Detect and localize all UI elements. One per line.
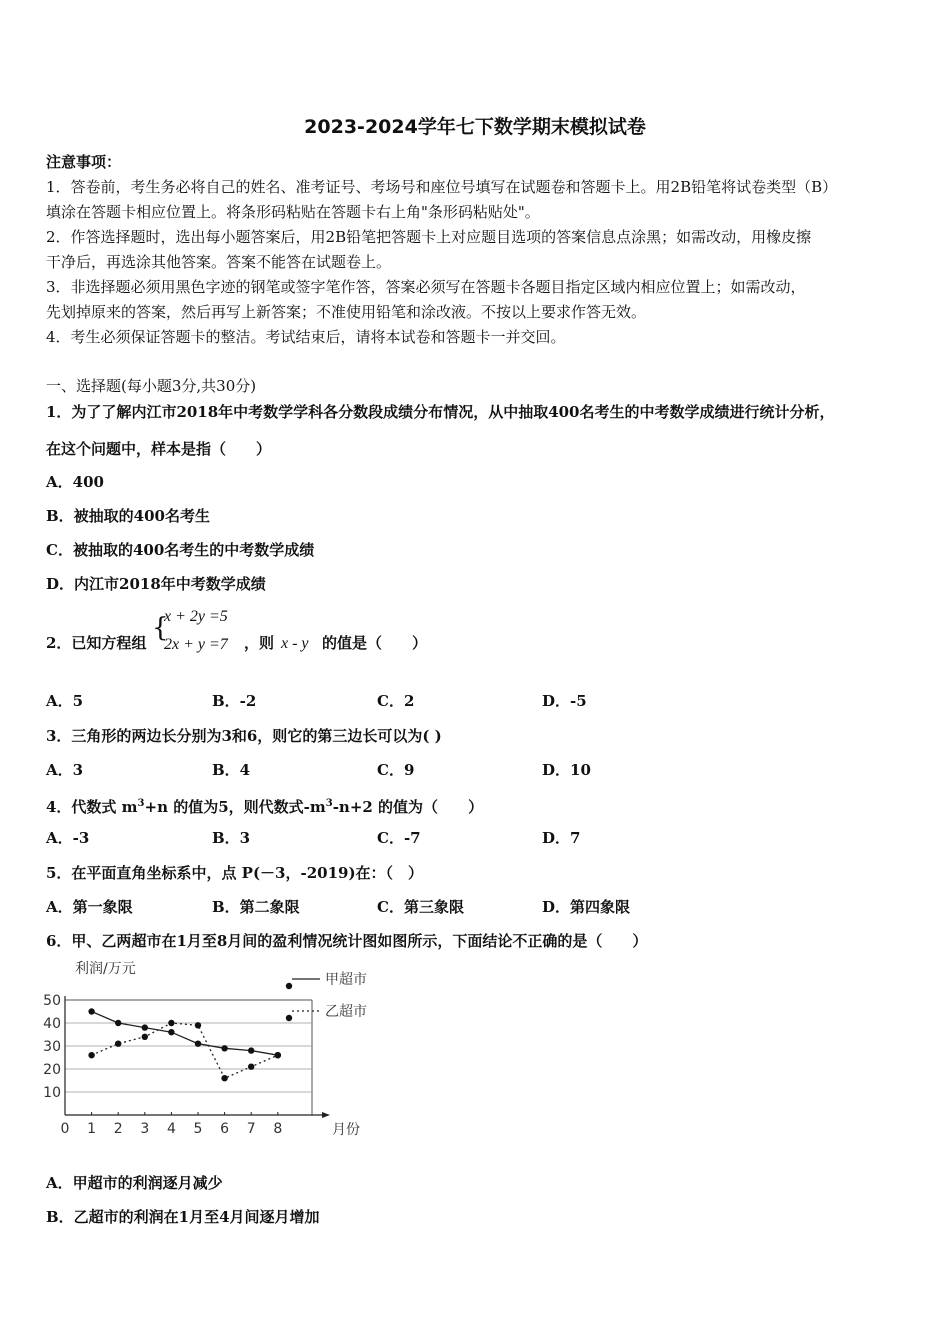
option-c[interactable]: C．9 (377, 761, 415, 779)
option-a[interactable]: A．-3 (46, 829, 90, 847)
question-1-text: 1．为了了解内江市2018年中考数学学科各分数段成绩分布情况，从中抽取400名考生的中考数学成绩进行统计分析， (46, 403, 835, 421)
data-point (115, 1041, 121, 1047)
x-tick-label: 5 (193, 1121, 203, 1137)
question-6-text: 6．甲、乙两超市在1月至8月间的盈利情况统计图如图所示，下面结论不正确的是（ ） (46, 932, 648, 950)
option-b[interactable]: B．3 (212, 829, 251, 847)
x-tick-label: 0 (60, 1121, 70, 1137)
option-b[interactable]: B．4 (212, 761, 251, 779)
legend-label: 乙超市 (325, 1004, 367, 1020)
option-d[interactable]: D．-5 (542, 692, 587, 710)
option-b[interactable]: B．乙超市的利润在1月至4月间逐月增加 (46, 1208, 320, 1226)
data-point (168, 1020, 174, 1026)
data-point (275, 1052, 281, 1058)
question-2-expression: x - y (281, 635, 309, 652)
data-point (168, 1029, 174, 1035)
option-a[interactable]: A．5 (46, 692, 84, 710)
option-a[interactable]: A．甲超市的利润逐月减少 (46, 1174, 223, 1192)
option-b[interactable]: B．第二象限 (212, 898, 300, 916)
question-2-mid: ，则 (244, 634, 275, 652)
option-d[interactable]: D．7 (542, 829, 581, 847)
profit-line-chart (40, 955, 400, 1145)
x-axis-label: 月份 (332, 1122, 360, 1138)
equation-2: 2x + y =7 (164, 636, 228, 653)
option-d[interactable]: D．10 (542, 761, 591, 779)
y-tick-label: 10 (43, 1085, 61, 1101)
data-point (88, 1008, 94, 1014)
option-c[interactable]: C．第三象限 (377, 898, 464, 916)
notice-line: 3．非选择题必须用黑色字迹的钢笔或签字笔作答，答案必须写在答题卡各题目指定区域内相应位置上；如需改动， (46, 278, 806, 296)
data-point (195, 1041, 201, 1047)
x-axis-arrow (322, 1112, 330, 1118)
x-tick-label: 7 (246, 1121, 256, 1137)
question-1-text-cont: 在这个问题中，样本是指（ ） (46, 440, 272, 458)
legend-label: 甲超市 (325, 972, 367, 988)
notice-line: 2．作答选择题时，选出每小题答案后，用2B铅笔把答题卡上对应题目选项的答案信息点涂黑；如需改动，用橡皮擦 (46, 228, 812, 246)
option-d[interactable]: D．第四象限 (542, 898, 631, 916)
option-a[interactable]: A．400 (46, 473, 104, 491)
y-tick-label: 40 (43, 1016, 61, 1032)
x-tick-label: 6 (220, 1121, 230, 1137)
x-tick-label: 4 (166, 1121, 176, 1137)
x-tick-label: 2 (113, 1121, 123, 1137)
option-b[interactable]: B．-2 (212, 692, 257, 710)
notice-line: 先划掉原来的答案，然后再写上新答案；不准使用铅笔和涂改液。不按以上要求作答无效。 (46, 303, 647, 321)
option-a[interactable]: A．3 (46, 761, 84, 779)
data-point (248, 1064, 254, 1070)
notice-line: 填涂在答题卡相应位置上。将条形码粘贴在答题卡右上角"条形码粘贴处"。 (46, 203, 540, 221)
option-c[interactable]: C．被抽取的400名考生的中考数学成绩 (46, 541, 315, 559)
option-a[interactable]: A．第一象限 (46, 898, 133, 916)
equation-brace: { (152, 613, 169, 643)
option-c[interactable]: C．-7 (377, 829, 421, 847)
data-point (195, 1022, 201, 1028)
question-2-suffix: 的值是（ ） (322, 634, 428, 652)
x-tick-label: 1 (87, 1121, 97, 1137)
data-point (248, 1047, 254, 1053)
equation-1: x + 2y =5 (164, 608, 228, 625)
data-point (142, 1024, 148, 1030)
option-b[interactable]: B．被抽取的400名考生 (46, 507, 210, 525)
notice-line: 4．考生必须保证答题卡的整洁。考试结束后，请将本试卷和答题卡一并交回。 (46, 328, 566, 346)
notice-line: 干净后，再选涂其他答案。答案不能答在试题卷上。 (46, 253, 392, 271)
notice-line: 1．答卷前，考生务必将自己的姓名、准考证号、考场号和座位号填写在试题卷和答题卡上。用2B铅笔将试卷类型（B） (46, 178, 838, 196)
option-d[interactable]: D．内江市2018年中考数学成绩 (46, 575, 266, 593)
data-point (88, 1052, 94, 1058)
y-tick-label: 20 (43, 1062, 61, 1078)
x-tick-label: 3 (140, 1121, 150, 1137)
legend-marker (286, 983, 292, 989)
y-axis-label: 利润/万元 (75, 961, 136, 977)
notice-heading: 注意事项： (46, 153, 122, 171)
question-2-prefix: 2．已知方程组 (46, 634, 147, 652)
legend-marker (286, 1015, 292, 1021)
data-point (221, 1045, 227, 1051)
data-point (221, 1075, 227, 1081)
y-tick-label: 50 (43, 993, 61, 1009)
x-tick-label: 8 (273, 1121, 283, 1137)
page-title: 2023-2024学年七下数学期末模拟试卷 (304, 116, 646, 138)
question-3-text: 3．三角形的两边长分别为3和6，则它的第三边长可以为( ) (46, 727, 442, 745)
section-heading: 一、选择题(每小题3分,共30分) (46, 377, 257, 395)
data-point (142, 1034, 148, 1040)
y-tick-label: 30 (43, 1039, 61, 1055)
option-c[interactable]: C．2 (377, 692, 415, 710)
question-4-text: 4．代数式 $m^3+n$ 的值为5，则代数式$-m^3-n+2$ 的值为（ ） (46, 798, 484, 816)
data-point (115, 1020, 121, 1026)
question-5-text: 5．在平面直角坐标系中，点 P(－3，-2019)在：（ ） (46, 864, 424, 882)
